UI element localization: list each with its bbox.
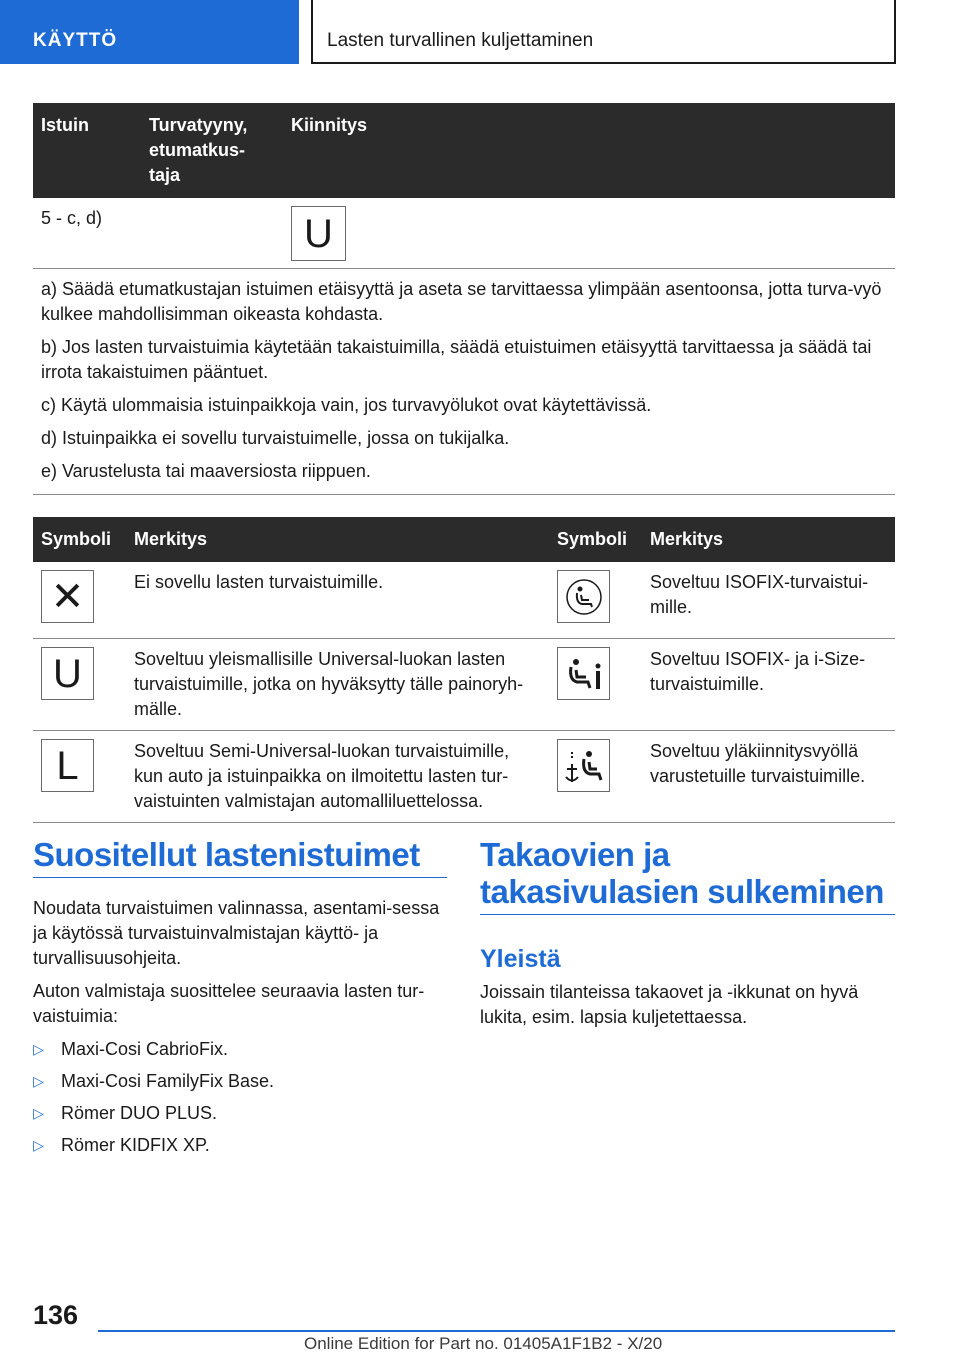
col-header-meaning-2: Merkitys — [642, 517, 895, 562]
seat-table — [33, 103, 895, 284]
triangle-bullet-icon: ▷ — [33, 1105, 44, 1121]
meaning-cell: Ei sovellu lasten turvaistuimille. — [126, 562, 549, 639]
footnote-d: d) Istuinpaikka ei sovellu turvaistuimelle, jossa on tukijalka. — [41, 428, 510, 448]
general-paragraph: Joissain tilanteissa takaovet ja -ikkunat on hyvä lukita, esim. lapsia kuljetettaessa. — [480, 982, 859, 1027]
col-header-symbol-1: Symboli — [33, 517, 126, 562]
meaning-cell: Soveltuu ISOFIX- ja i-Size-turvaistuimille. — [642, 639, 895, 731]
section-heading: Takaovien ja takasivulasien sulkeminen — [480, 836, 895, 915]
list-item — [33, 1069, 447, 1094]
triangle-bullet-icon: ▷ — [33, 1041, 44, 1057]
meaning-cell: Soveltuu yläkiinnitysvyöllä varustetuille turvaistuimille. — [642, 731, 895, 823]
seat-list — [33, 1037, 447, 1158]
meaning-cell: Soveltuu yleismallisille Universal-luokan lasten turvaistuimille, jotka on hyväksytty tälle painoryh-mälle. — [126, 639, 549, 731]
footnote-c: c) Käytä ulommaisia istuinpaikkoja vain, jos turvavyölukot ovat käytettävissä. — [41, 395, 652, 415]
page-number: 136 — [33, 1300, 79, 1330]
section-tab: KÄYTTÖ — [0, 0, 299, 64]
footnote-e: e) Varustelusta tai maaversiosta riippuen. — [41, 461, 371, 481]
symbol-table — [33, 517, 895, 823]
list-item-text: Römer DUO PLUS. — [61, 1103, 218, 1123]
col-header-symbol-2: Symboli — [549, 517, 642, 562]
col-header-airbag: Turvatyyny, etumatkus-taja — [141, 103, 283, 198]
triangle-bullet-icon: ▷ — [33, 1137, 44, 1153]
isofix-icon — [557, 570, 610, 623]
list-item — [33, 1037, 447, 1062]
table-row — [33, 639, 895, 731]
col-header-meaning-1: Merkitys — [126, 517, 549, 562]
table-row — [33, 562, 895, 639]
table-row — [33, 731, 895, 823]
meaning-cell: Soveltuu Semi-Universal-luokan turvaistuimille, kun auto ja istuinpaikka on ilmoitettu lasten tur-vaistuinten valmistajan automalliluettelossa. — [126, 731, 549, 823]
footnote-a: a) Säädä etumatkustajan istuimen etäisyyttä ja aseta se tarvittaessa ylimpään asentoonsa, jotta turva-vyö kulkee mahdollisimman oikeasta kohdasta. — [41, 279, 882, 324]
right-column — [480, 836, 895, 1030]
list-item-text: Maxi-Cosi CabrioFix. — [61, 1039, 229, 1059]
seat-cell: 5 - c, d) — [41, 208, 103, 228]
semi-universal-icon: L — [41, 739, 94, 792]
col-header-fixing: Kiinnitys — [283, 103, 895, 198]
footnotes — [33, 268, 895, 495]
col-header-seat: Istuin — [33, 103, 141, 198]
edition-text: Online Edition for Part no. 01405A1F1B2 - X/20 — [304, 1334, 663, 1353]
list-item — [33, 1101, 447, 1126]
meaning-cell: Soveltuu ISOFIX-turvaistui-mille. — [642, 562, 895, 639]
section-heading: Suositellut lastenistuimet — [33, 836, 447, 878]
footer-divider — [98, 1330, 895, 1332]
list-item — [33, 1133, 447, 1158]
top-tether-icon — [557, 739, 610, 792]
page-header-title: Lasten turvallinen kuljettaminen — [311, 0, 896, 64]
footnote-b: b) Jos lasten turvaistuimia käytetään takaistuimilla, säädä etuistuimen etäisyyttä tarvittaessa ja säädä tai irrota takaistuimen pääntuet. — [41, 337, 872, 382]
list-item-text: Maxi-Cosi FamilyFix Base. — [61, 1071, 275, 1091]
universal-icon: U — [41, 647, 94, 700]
symbol-table-header — [33, 517, 895, 562]
intro-paragraph: Noudata turvaistuimen valinnassa, asentami-sessa ja käytössä turvaistuinvalmistajan käyttö- ja turvallisuusohjeita. — [33, 898, 440, 968]
list-item-text: Römer KIDFIX XP. — [61, 1135, 210, 1155]
recommendation-paragraph: Auton valmistaja suosittelee seuraavia lasten tur-vaistuimia: — [33, 981, 425, 1026]
isize-icon — [557, 647, 610, 700]
universal-icon: U — [291, 206, 346, 261]
left-column — [33, 836, 447, 1165]
not-suitable-icon: ✕ — [41, 570, 94, 623]
seat-table-header — [33, 103, 895, 198]
subsection-heading: Yleistä — [480, 945, 561, 973]
triangle-bullet-icon: ▷ — [33, 1073, 44, 1089]
